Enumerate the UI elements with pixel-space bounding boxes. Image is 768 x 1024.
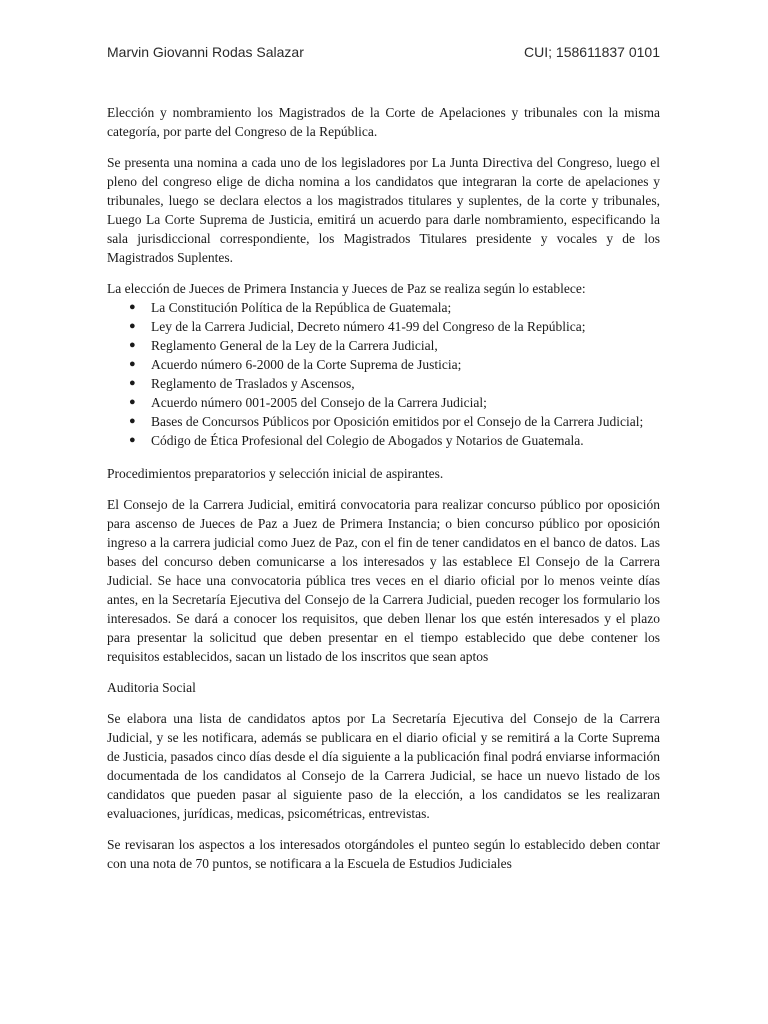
list-item bbox=[107, 355, 660, 374]
intro-paragraph: Elección y nombramiento los Magistrados de la Corte de Apelaciones y tribunales con la misma categoría, por parte del Congreso de la República. bbox=[107, 105, 660, 139]
auditoria-heading: Auditoria Social bbox=[107, 680, 196, 695]
list-item-text: Reglamento de Traslados y Ascensos, bbox=[151, 376, 355, 391]
procedimientos-heading: Procedimientos preparatorios y selección inicial de aspirantes. bbox=[107, 466, 444, 481]
list-item bbox=[107, 298, 660, 317]
list-item-text: Acuerdo número 6-2000 de la Corte Suprema de Justicia; bbox=[151, 357, 462, 372]
bullet-icon: ● bbox=[129, 377, 136, 389]
bullet-icon: ● bbox=[129, 434, 136, 446]
punteo-paragraph: Se revisaran los aspectos a los interesados otorgándoles el punteo según lo establecido deben contar con una nota de 70 puntos, se notificara a la Escuela de Estudios Judiciales bbox=[107, 837, 660, 871]
nomina-paragraph: Se presenta una nomina a cada uno de los legisladores por La Junta Directiva del Congreso, luego el pleno del congreso elige de dicha nomina a los candidatos que integraran la corte de apelaciones y tribunales, luego se declara electos a los magistrados titulares y suplentes, de la corte y tribunales, Luego La Corte Suprema de Justicia, emitirá un acuerdo para darle nombramiento, especificando la sala jurisdiccional correspondiente, los Magistrados Titulares presidente y vocales y de los Magistrados Suplentes. bbox=[107, 155, 660, 265]
procedimientos-paragraph: El Consejo de la Carrera Judicial, emitirá convocatoria para realizar concurso público por oposición para ascenso de Jueces de Paz a Juez de Primera Instancia; o bien concurso público por oposición ingreso a la carrera judicial como Juez de Paz, con el fin de tener candidatos en el banco de datos. Las bases del concurso deben comunicarse a los interesados y las establece El Consejo de la Carrera Judicial. Se hace una convocatoria pública tres veces en el diario oficial por lo menos veinte días antes, en la Secretaría Ejecutiva del Consejo de la Carrera Judicial, pueden recoger los formulario los interesados. Se dará a conocer los requisitos, que deben llenar los que estén interesados y el plazo para presentar la solicitud que deben presentar en el tiempo establecido que debe contener los requisitos establecidos, sacan un listado de los inscritos que sean aptos bbox=[107, 497, 660, 664]
list-item bbox=[107, 336, 660, 355]
list-item-text: Ley de la Carrera Judicial, Decreto número 41-99 del Congreso de la República; bbox=[151, 319, 586, 334]
bullet-icon: ● bbox=[129, 320, 136, 332]
bullet-icon: ● bbox=[129, 396, 136, 408]
auditoria-paragraph: Se elabora una lista de candidatos aptos por La Secretaría Ejecutiva del Consejo de la Carrera Judicial, y se les notificara, además se publicara en el diario oficial y se remitirá a la Corte Suprema de Justicia, pasados cinco días desde el día siguiente a la publicación final podrá enviarse información documentada de los candidatos al Consejo de la Carrera Judicial, se hace un nuevo listado de los candidatos que pueden pasar al siguiente paso de la elección, a los candidatos se les realizaran evaluaciones, jurídicas, medicas, psicométricas, entrevistas. bbox=[107, 711, 660, 821]
bullet-icon: ● bbox=[129, 358, 136, 370]
list-item bbox=[107, 317, 660, 336]
list-item bbox=[107, 374, 660, 393]
eleccion-jueces-paragraph: La elección de Jueces de Primera Instancia y Jueces de Paz se realiza según lo establece: bbox=[107, 281, 586, 296]
cui-number: CUI; 158611837 0101 bbox=[524, 44, 660, 60]
page-header bbox=[107, 44, 660, 64]
list-item-text: Código de Ética Profesional del Colegio de Abogados y Notarios de Guatemala. bbox=[151, 433, 584, 448]
bullet-icon: ● bbox=[129, 301, 136, 313]
list-item-text: La Constitución Política de la República de Guatemala; bbox=[151, 300, 452, 315]
bullet-icon: ● bbox=[129, 339, 136, 351]
list-item bbox=[107, 393, 660, 412]
list-item bbox=[107, 431, 660, 450]
list-item bbox=[107, 412, 660, 431]
document-body bbox=[107, 103, 660, 885]
law-list bbox=[107, 298, 660, 450]
bullet-icon: ● bbox=[129, 415, 136, 427]
list-item-text: Reglamento General de la Ley de la Carrera Judicial, bbox=[151, 338, 438, 353]
author-name: Marvin Giovanni Rodas Salazar bbox=[107, 44, 304, 60]
list-item-text: Acuerdo número 001-2005 del Consejo de la Carrera Judicial; bbox=[151, 395, 487, 410]
list-item-text: Bases de Concursos Públicos por Oposición emitidos por el Consejo de la Carrera Judicial; bbox=[151, 414, 644, 429]
